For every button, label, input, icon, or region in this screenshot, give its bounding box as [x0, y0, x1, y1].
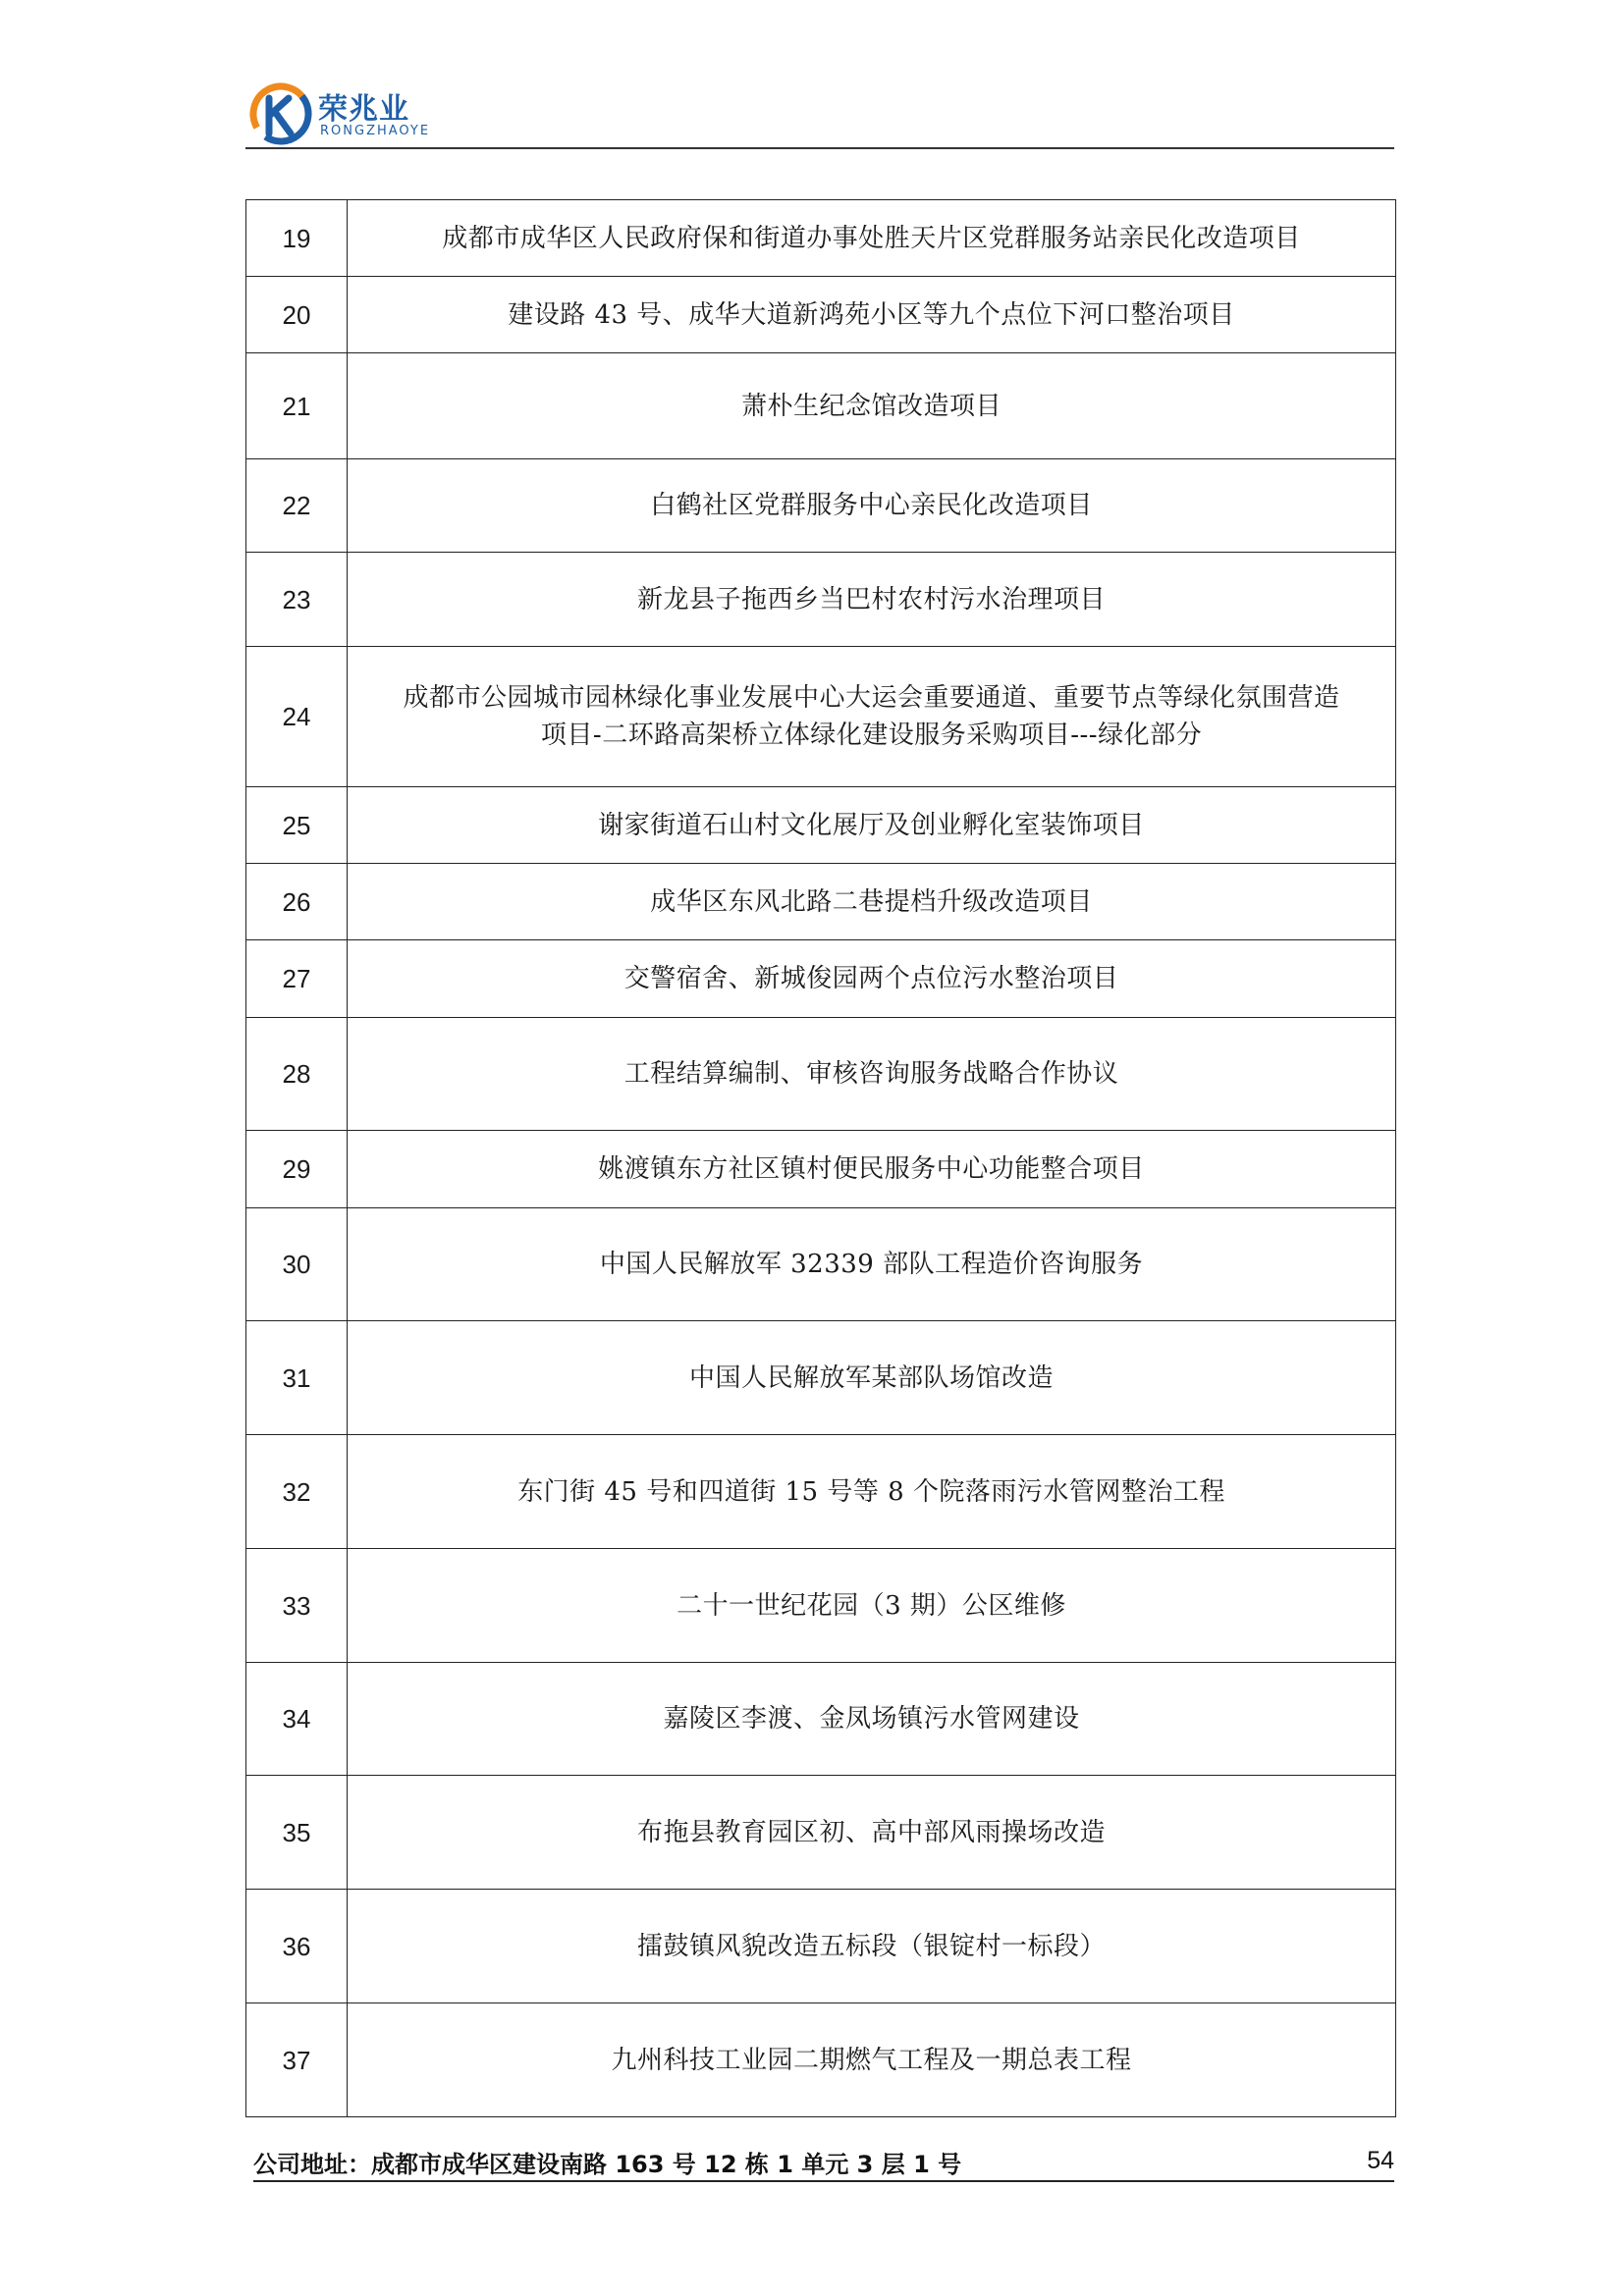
- row-number: 32: [246, 1435, 348, 1549]
- logo-english-name: RONGZHAOYE: [320, 124, 431, 138]
- table-row: [246, 647, 1396, 787]
- project-name: 东门街 45 号和四道街 15 号等 8 个院落雨污水管网整治工程: [348, 1435, 1396, 1549]
- project-name: 中国人民解放军某部队场馆改造: [348, 1321, 1396, 1435]
- project-name: 工程结算编制、审核咨询服务战略合作协议: [348, 1018, 1396, 1131]
- table-row: [246, 459, 1396, 553]
- row-number: 24: [246, 647, 348, 787]
- project-name: 白鹤社区党群服务中心亲民化改造项目: [348, 459, 1396, 553]
- project-name: 嘉陵区李渡、金凤场镇污水管网建设: [348, 1663, 1396, 1776]
- page-footer: [245, 2145, 1394, 2184]
- row-number: 20: [246, 277, 348, 353]
- project-name: 中国人民解放军 32339 部队工程造价咨询服务: [348, 1208, 1396, 1321]
- company-address: 公司地址：成都市成华区建设南路 163 号 12 栋 1 单元 3 层 1 号: [253, 2151, 962, 2178]
- table-row: [246, 277, 1396, 353]
- project-name: 二十一世纪花园（3 期）公区维修: [348, 1549, 1396, 1663]
- row-number: 37: [246, 2003, 348, 2117]
- project-name-line-2: 项目-二环路高架桥立体绿化建设服务采购项目---绿化部分: [540, 721, 1203, 750]
- row-number: 26: [246, 864, 348, 940]
- table-row: [246, 1208, 1396, 1321]
- table-row: [246, 353, 1396, 459]
- project-name-line-1: 成都市公园城市园林绿化事业发展中心大运会重要通道、重要节点等绿化氛围营造: [403, 683, 1340, 713]
- row-number: 25: [246, 787, 348, 864]
- header-divider: [245, 147, 1394, 149]
- project-name: 成都市成华区人民政府保和街道办事处胜天片区党群服务站亲民化改造项目: [348, 200, 1396, 277]
- row-number: 19: [246, 200, 348, 277]
- row-number: 31: [246, 1321, 348, 1435]
- project-name: 建设路 43 号、成华大道新鸿苑小区等九个点位下河口整治项目: [348, 277, 1396, 353]
- company-logo-icon: [245, 77, 316, 147]
- table-row: [246, 787, 1396, 864]
- row-number: 22: [246, 459, 348, 553]
- table-row: [246, 1435, 1396, 1549]
- project-name: 九州科技工业园二期燃气工程及一期总表工程: [348, 2003, 1396, 2117]
- project-name: 成华区东风北路二巷提档升级改造项目: [348, 864, 1396, 940]
- table-row: [246, 1018, 1396, 1131]
- table-row: [246, 1321, 1396, 1435]
- page-header: [245, 77, 1394, 149]
- logo-chinese-name: 荣兆业: [318, 92, 409, 127]
- project-name: 布拖县教育园区初、高中部风雨操场改造: [348, 1776, 1396, 1890]
- table-row: [246, 553, 1396, 647]
- row-number: 28: [246, 1018, 348, 1131]
- project-name: 新龙县子拖西乡当巴村农村污水治理项目: [348, 553, 1396, 647]
- row-number: 34: [246, 1663, 348, 1776]
- project-table: [245, 199, 1396, 2117]
- row-number: 29: [246, 1131, 348, 1208]
- row-number: 23: [246, 553, 348, 647]
- project-name: 萧朴生纪念馆改造项目: [348, 353, 1396, 459]
- table-row: [246, 864, 1396, 940]
- row-number: 36: [246, 1890, 348, 2003]
- table-row: [246, 1549, 1396, 1663]
- table-row: [246, 1890, 1396, 2003]
- table-row: [246, 940, 1396, 1018]
- page-number: 54: [1367, 2147, 1394, 2174]
- project-name: 交警宿舍、新城俊园两个点位污水整治项目: [348, 940, 1396, 1018]
- row-number: 35: [246, 1776, 348, 1890]
- table-row: [246, 2003, 1396, 2117]
- table-row: [246, 200, 1396, 277]
- project-name: 擂鼓镇风貌改造五标段（银锭村一标段）: [348, 1890, 1396, 2003]
- row-number: 27: [246, 940, 348, 1018]
- table-row: [246, 1131, 1396, 1208]
- project-name: 谢家街道石山村文化展厅及创业孵化室装饰项目: [348, 787, 1396, 864]
- project-name: [348, 647, 1396, 787]
- row-number: 33: [246, 1549, 348, 1663]
- table-row: [246, 1776, 1396, 1890]
- project-name: 姚渡镇东方社区镇村便民服务中心功能整合项目: [348, 1131, 1396, 1208]
- table-row: [246, 1663, 1396, 1776]
- row-number: 21: [246, 353, 348, 459]
- row-number: 30: [246, 1208, 348, 1321]
- footer-underline: [253, 2180, 1394, 2182]
